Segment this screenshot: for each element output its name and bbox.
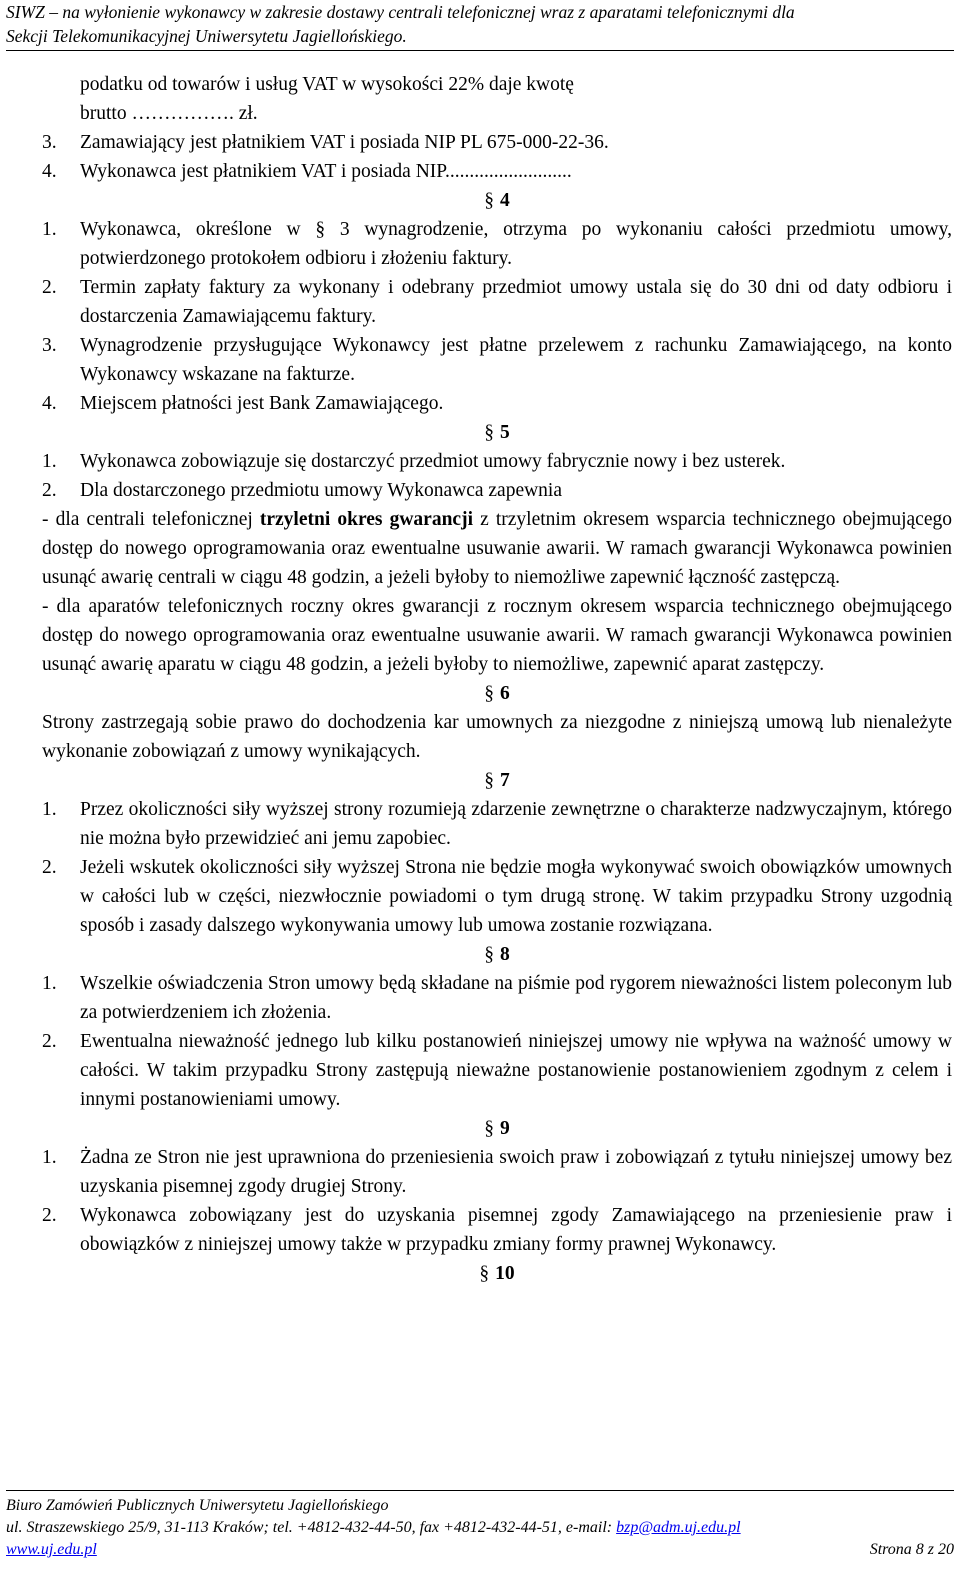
section-heading-7: [42, 766, 952, 795]
section-heading-5: [42, 418, 952, 447]
list-item: [42, 447, 952, 476]
section-sign-icon: §: [484, 1118, 494, 1139]
item-text: Zamawiający jest płatnikiem VAT i posiada NIP PL 675-000-22-36.: [80, 132, 609, 153]
section-heading-10: [42, 1259, 952, 1288]
list-item: [42, 1143, 952, 1201]
item-text: Żadna ze Stron nie jest uprawniona do przeniesienia swoich praw i zobowiązań z tytułu niniejszej umowy bez uzyskania pisemnej zgody drugiej Strony.: [80, 1147, 952, 1197]
item-number: 2.: [42, 277, 57, 298]
page-footer: [6, 1490, 954, 1561]
item-number: 3.: [42, 335, 57, 356]
section-number: 10: [495, 1263, 515, 1284]
list-item: [42, 215, 952, 273]
item-number: 1.: [42, 799, 57, 820]
section-sign-icon: §: [484, 422, 494, 443]
item-text: Przez okoliczności siły wyższej strony rozumieją zdarzenie zewnętrzne o charakterze nadzwyczajnym, którego nie można było przewidzieć ani jemu zapobiec.: [80, 799, 952, 849]
continued-text: [42, 70, 952, 128]
document-body: [42, 70, 952, 1288]
footer-bottom-row: [6, 1539, 954, 1561]
item-text: Jeżeli wskutek okoliczności siły wyższej Strona nie będzie mogła wykonywać swoich obowiązków umownych w całości lub w części, niezwłocznie powiadomi o tym drugą stronę. W takim przypadku Strony uzgodnią sposób i zasady dalszego wykonywania umowy lub umowa zostanie rozwiązana.: [80, 857, 952, 936]
warranty-period-bold: trzyletni okres gwarancji: [259, 509, 473, 530]
list-item: [42, 389, 952, 418]
header-line-2: Sekcji Telekomunikacyjnej Uniwersytetu Jagiellońskiego.: [6, 26, 407, 46]
list-item: [42, 1201, 952, 1259]
header-line-1: SIWZ – na wyłonienie wykonawcy w zakresie dostawy centrali telefonicznej wraz z aparatami telefonicznymi dla: [6, 2, 795, 22]
section-heading-6: [42, 679, 952, 708]
list-item: [42, 273, 952, 331]
item-text: Wykonawca, określone w § 3 wynagrodzenie, otrzyma po wykonaniu całości przedmiotu umowy, potwierdzonego protokołem odbioru i złożeniu faktury.: [80, 219, 952, 269]
warranty-paragraph-central: [42, 505, 952, 592]
footer-office: Biuro Zamówień Publicznych Uniwersytetu Jagiellońskiego: [6, 1497, 389, 1514]
list-item: [42, 853, 952, 940]
section-sign-icon: §: [484, 190, 494, 211]
item-number: 4.: [42, 161, 57, 182]
item-number: 1.: [42, 219, 57, 240]
item-number: 3.: [42, 132, 57, 153]
warranty-text-b: z trzyletnim okresem wsparcia technicznego obejmującego dostęp do nowego oprogramowania oraz ewentualne usuwanie awarii. W ramach gwarancji Wykonawca powinien usunąć awarię centrali w ciągu 48 godzin, a jeżeli byłoby to niemożliwe zapewnić łączność zastępczą.: [42, 509, 952, 588]
item-number: 4.: [42, 393, 57, 414]
section-number: 7: [500, 770, 510, 791]
item-text: Wykonawca zobowiązany jest do uzyskania pisemnej zgody Zamawiającego na przeniesienie praw i obowiązków z niniejszej umowy także w przypadku zmiany formy prawnej Wykonawcy.: [80, 1205, 952, 1255]
item-text: Dla dostarczonego przedmiotu umowy Wykonawca zapewnia: [80, 480, 563, 501]
section-sign-icon: §: [479, 1263, 490, 1284]
continued-text-b: brutto ……………. zł.: [80, 103, 258, 124]
item-text: Wszelkie oświadczenia Stron umowy będą składane na piśmie pod rygorem nieważności listem poleconym lub za potwierdzeniem ich złożenia.: [80, 973, 952, 1023]
page-number: Strona 8 z 20: [869, 1541, 954, 1558]
section-sign-icon: §: [484, 683, 494, 704]
section-number: 4: [500, 190, 510, 211]
item-number: 2.: [42, 480, 57, 501]
list-item: [42, 969, 952, 1027]
item-text: Wynagrodzenie przysługujące Wykonawcy jest płatne przelewem z rachunku Zamawiającego, na konto Wykonawcy wskazane na fakturze.: [80, 335, 952, 385]
item-text: Miejscem płatności jest Bank Zamawiającego.: [80, 393, 444, 414]
item-number: 2.: [42, 1031, 57, 1052]
item-number: 1.: [42, 451, 57, 472]
item-text: Wykonawca zobowiązuje się dostarczyć przedmiot umowy fabrycznie nowy i bez usterek.: [80, 451, 786, 472]
paragraph: Strony zastrzegają sobie prawo do dochodzenia kar umownych za niezgodne z niniejszą umową lub nienależyte wykonanie zobowiązań z umowy wynikających.: [42, 712, 952, 762]
section-number: 6: [500, 683, 510, 704]
list-item: [42, 331, 952, 389]
item-number: 1.: [42, 973, 57, 994]
list-item: [42, 795, 952, 853]
item-number: 1.: [42, 1147, 57, 1168]
warranty-text-a: - dla centrali telefonicznej: [42, 509, 260, 530]
section-heading-9: [42, 1114, 952, 1143]
section-heading-8: [42, 940, 952, 969]
footer-address-text: ul. Straszewskiego 25/9, 31-113 Kraków; tel. +4812-432-44-50, fax +4812-432-44-51, e-mail:: [6, 1519, 617, 1536]
list-item: [42, 476, 952, 505]
list-item: [42, 1027, 952, 1114]
section-number: 8: [500, 944, 510, 965]
continued-text-a: podatku od towarów i usług VAT w wysokości 22% daje kwotę: [80, 74, 574, 95]
list-item: [42, 157, 952, 186]
section-number: 9: [500, 1118, 510, 1139]
warranty-paragraph-phones: - dla aparatów telefonicznych roczny okres gwarancji z rocznym okresem wsparcia technicznego obejmującego dostęp do nowego oprogramowania oraz ewentualne usuwanie awarii. W ramach gwarancji Wykonawca powinien usunąć awarię aparatu w ciągu 48 godzin, a jeżeli byłoby to niemożliwe, zapewnić aparat zastępczy.: [42, 596, 952, 675]
section-heading-4: [42, 186, 952, 215]
item-number: 2.: [42, 1205, 57, 1226]
section-sign-icon: §: [484, 770, 494, 791]
footer-address: [6, 1517, 954, 1539]
page-header: [6, 0, 954, 51]
item-text: Wykonawca jest płatnikiem VAT i posiada NIP..........................: [80, 161, 572, 182]
item-number: 2.: [42, 857, 57, 878]
item-text: Termin zapłaty faktury za wykonany i odebrany przedmiot umowy ustala się do 30 dni od daty odbioru i dostarczenia Zamawiającemu faktury.: [80, 277, 952, 327]
section-number: 5: [500, 422, 510, 443]
list-item: [42, 128, 952, 157]
item-text: Ewentualna nieważność jednego lub kilku postanowień niniejszej umowy nie wpływa na ważność umowy w całości. W takim przypadku Strony zastępują nieważne postanowienie postanowieniem zgodnym z celem i innymi postanowieniami umowy.: [80, 1031, 952, 1110]
email-link[interactable]: bzp@adm.uj.edu.pl: [616, 1519, 741, 1536]
website-link[interactable]: www.uj.edu.pl: [6, 1541, 97, 1558]
section-sign-icon: §: [484, 944, 494, 965]
